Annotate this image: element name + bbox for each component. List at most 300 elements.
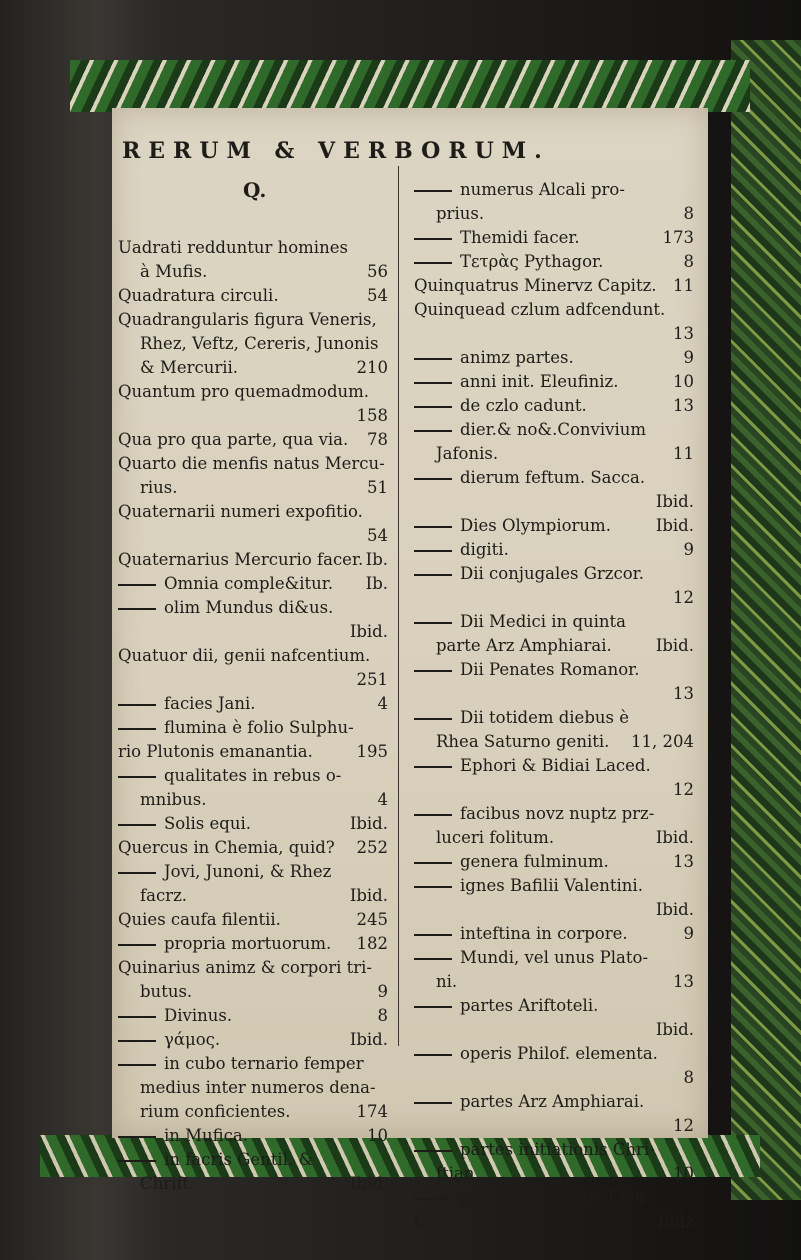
index-entry (118, 956, 388, 980)
entry-text (140, 1076, 376, 1100)
entry-label: dierum feftum. Sacca. (460, 468, 646, 487)
entry-label: Quadrangularis figura Veneris, (118, 310, 377, 329)
page-reference: 13 (673, 396, 694, 415)
entry-text (414, 226, 580, 250)
index-entry (118, 332, 388, 356)
page-reference: 12 (673, 780, 694, 799)
page-reference: Ibid. (349, 814, 388, 833)
entry-label: Quies caufa filentii. (118, 910, 281, 929)
index-entry (118, 1004, 388, 1028)
entry-text (436, 634, 612, 658)
page-reference: 8 (377, 1006, 388, 1025)
ditto-dash (414, 262, 452, 264)
page-reference: 10 (673, 1164, 694, 1183)
index-entry (414, 970, 694, 994)
entry-text (436, 826, 554, 850)
entry-text (414, 874, 643, 898)
page-reference: 182 (356, 934, 388, 953)
entry-label: rio Plutonis emanantia. (118, 742, 313, 761)
entry-text (118, 596, 333, 620)
section-letter: Q. (243, 178, 267, 202)
book-page (112, 108, 708, 1231)
entry-text (414, 538, 509, 562)
entry-text (414, 514, 611, 538)
index-entry (414, 682, 694, 706)
entry-label: γάμος. (164, 1030, 221, 1049)
entry-label: Dii conjugales Grzcor. (460, 564, 644, 583)
entry-text (118, 380, 369, 404)
ditto-dash (118, 608, 156, 610)
entry-label: partes Ariftoteli. (460, 996, 599, 1015)
index-entry (118, 908, 388, 932)
index-entry (414, 1114, 694, 1138)
page-reference: 9 (683, 924, 694, 943)
entry-label: rium conficientes. (140, 1102, 291, 1121)
page-reference: finiz (658, 1212, 694, 1231)
ditto-dash (414, 526, 452, 528)
index-entry (118, 716, 388, 740)
index-entry (118, 812, 388, 836)
entry-text (414, 562, 644, 586)
index-entry (118, 1076, 388, 1100)
ditto-dash (414, 478, 452, 480)
entry-label: dier.& no&.Convivium (460, 420, 647, 439)
entry-label: Τετρὰς Pythagor. (460, 252, 604, 271)
index-entry (118, 260, 388, 284)
page-reference: 252 (356, 838, 388, 857)
entry-label: Mundi, vel unus Plato- (460, 948, 649, 967)
index-entry (414, 202, 694, 226)
entry-text (140, 356, 238, 380)
entry-text (118, 284, 279, 308)
page-reference: Ibid. (655, 1020, 694, 1039)
entry-label: flumina è folio Sulphu- (164, 718, 354, 737)
entry-text (118, 836, 335, 860)
entry-text (414, 922, 628, 946)
index-entry (414, 1042, 694, 1066)
entry-text (414, 466, 645, 490)
index-entry (414, 802, 694, 826)
index-entry (414, 250, 694, 274)
entry-text (414, 946, 648, 970)
entry-text (414, 250, 603, 274)
entry-label: ni. (436, 972, 458, 991)
index-entry (414, 826, 694, 850)
index-entry (118, 428, 388, 452)
page-reference: 11, 204 (631, 732, 694, 751)
entry-label: ignes Bafilii Valentini. (460, 876, 643, 895)
entry-label: butus. (140, 982, 193, 1001)
index-entry (414, 610, 694, 634)
ditto-dash (414, 934, 452, 936)
entry-text (118, 812, 251, 836)
ditto-dash (414, 622, 452, 624)
entry-label: Quercus in Chemia, quid? (118, 838, 335, 857)
page-reference: 10 (673, 372, 694, 391)
marbled-cover-edge (731, 40, 801, 1200)
page-reference: Ibid. (655, 492, 694, 511)
entry-label: mnibus. (140, 790, 207, 809)
index-entry (118, 476, 388, 500)
index-entry (414, 490, 694, 514)
entry-text (140, 1100, 291, 1124)
entry-label: facibus novz nuptz prz- (460, 804, 655, 823)
index-entry (414, 1210, 694, 1234)
index-entry (414, 898, 694, 922)
ditto-dash (118, 944, 156, 946)
index-entry (118, 236, 388, 260)
entry-text (118, 1148, 313, 1172)
index-entry (118, 572, 388, 596)
entry-text (414, 394, 587, 418)
entry-text (414, 706, 629, 730)
ditto-dash (414, 550, 452, 552)
entry-label: Quinarius animz & corpori tri- (118, 958, 372, 977)
entry-label: digiti. (460, 540, 509, 559)
index-entry (118, 740, 388, 764)
ditto-dash (414, 718, 452, 720)
page-reference: 9 (377, 982, 388, 1001)
entry-text (436, 1162, 480, 1186)
ditto-dash (118, 872, 156, 874)
entry-text (118, 716, 354, 740)
page-reference: 12 (673, 588, 694, 607)
entry-label: animz partes. (460, 348, 574, 367)
entry-text (118, 1052, 364, 1076)
index-entry (118, 1124, 388, 1148)
entry-label: Quaternarius Mercurio facer. (118, 550, 364, 569)
index-entry (414, 442, 694, 466)
entry-label: Divinus. (164, 1006, 233, 1025)
entry-text (414, 370, 618, 394)
ditto-dash (414, 1150, 452, 1152)
index-entry (118, 1172, 388, 1196)
entry-label: operis Philof. elementa. (460, 1044, 658, 1063)
index-entry (118, 524, 388, 548)
left-column (118, 178, 388, 1196)
entry-text (118, 908, 281, 932)
index-entry (414, 1018, 694, 1042)
index-entry (118, 668, 388, 692)
entry-label: inteftina in corpore. (460, 924, 628, 943)
entry-label: Quantum pro quemadmodum. (118, 382, 370, 401)
index-entry (118, 788, 388, 812)
entry-label: in cubo ternario femper (164, 1054, 364, 1073)
entry-label: à Mufis. (140, 262, 208, 281)
index-entry (118, 404, 388, 428)
index-entry (118, 860, 388, 884)
entry-text (118, 500, 363, 524)
index-entry (118, 596, 388, 620)
ditto-dash (414, 238, 452, 240)
index-entry (118, 620, 388, 644)
entry-text (118, 764, 341, 788)
entry-text (414, 178, 625, 202)
ditto-dash (414, 574, 452, 576)
ditto-dash (118, 584, 156, 586)
entry-text (140, 980, 192, 1004)
page-reference: Ibid. (349, 1030, 388, 1049)
index-entry (414, 946, 694, 970)
index-entry (414, 322, 694, 346)
entry-label: anni init. Eleufiniz. (460, 372, 619, 391)
entry-label: Quinquatrus Minervz Capitz. (414, 276, 657, 295)
index-entry (118, 380, 388, 404)
entry-text (414, 1090, 644, 1114)
entry-label: Quarto die menfis natus Mercu- (118, 454, 385, 473)
entry-label: Ephori & Bidiai Laced. (460, 756, 651, 775)
entry-text (414, 1186, 645, 1210)
index-entry (414, 658, 694, 682)
index-entry (414, 850, 694, 874)
page-reference: 158 (356, 406, 388, 425)
ditto-dash (414, 766, 452, 768)
page-reference: 13 (673, 324, 694, 343)
page-reference: 195 (356, 742, 388, 761)
page-reference: 11 (673, 276, 694, 295)
index-entry (118, 356, 388, 380)
index-entry (414, 754, 694, 778)
ditto-dash (414, 406, 452, 408)
page-reference: 10 (367, 1126, 388, 1145)
entry-label: facies Jani. (164, 694, 256, 713)
entry-text (436, 730, 609, 754)
entry-text (414, 994, 598, 1018)
entry-text (118, 644, 370, 668)
entry-label: olim Mundus di&us. (164, 598, 334, 617)
entry-text (118, 956, 372, 980)
entry-text (414, 850, 609, 874)
entry-text (118, 572, 333, 596)
index-entry (118, 308, 388, 332)
entry-label: Themidi facer. (460, 228, 580, 247)
marbled-edge-top (70, 60, 750, 112)
ditto-dash (414, 670, 452, 672)
entry-text (414, 1042, 658, 1066)
index-entry (414, 226, 694, 250)
entry-label: Jovi, Junoni, & Rhez (164, 862, 332, 881)
entry-text (118, 932, 331, 956)
entry-label: in Mufica. (164, 1126, 248, 1145)
page-reference: 9 (683, 540, 694, 559)
page-reference: 4 (377, 694, 388, 713)
entry-label: propria mortuorum. (164, 934, 332, 953)
page-reference: Ibid. (349, 1174, 388, 1193)
page-reference: Ibid. (655, 900, 694, 919)
entry-text (118, 548, 363, 572)
entry-label: Rhea Saturno geniti. (436, 732, 610, 751)
entry-label: facrz. (140, 886, 188, 905)
page-reference: 11 (673, 444, 694, 463)
entry-label: prius. (436, 204, 485, 223)
entry-label: medius inter numeros dena- (140, 1078, 376, 1097)
index-entry (118, 884, 388, 908)
index-entry (414, 1186, 694, 1210)
entry-label: ftian. (436, 1164, 480, 1183)
page-reference: 56 (367, 262, 388, 281)
running-head: RERUM & VERBORUM. (122, 138, 550, 164)
index-entry (414, 1138, 694, 1162)
page-reference: 4 (377, 790, 388, 809)
entry-label: partes Arz Amphiarai. (460, 1092, 645, 1111)
entry-label: Qua pro qua parte, qua via. (118, 430, 349, 449)
entry-label: Quatuor dii, genii nafcentium. (118, 646, 371, 665)
page-reference: 78 (367, 430, 388, 449)
entry-text (414, 610, 626, 634)
entry-label: de czlo cadunt. (460, 396, 587, 415)
index-entry (414, 298, 694, 322)
index-entry (118, 1148, 388, 1172)
entry-label: Quadratura circuli. (118, 286, 279, 305)
entry-label: Jafonis. (436, 444, 499, 463)
ditto-dash (118, 1160, 156, 1162)
entry-label: rius. (140, 478, 178, 497)
page-reference: Ibid. (655, 828, 694, 847)
page-reference: 13 (673, 684, 694, 703)
entry-text (414, 1210, 436, 1234)
ditto-dash (414, 430, 452, 432)
entry-text (118, 308, 377, 332)
index-entry (414, 1066, 694, 1090)
entry-text (414, 274, 657, 298)
entry-label: Dies Olympiorum. (460, 516, 611, 535)
entry-text (414, 298, 665, 322)
page-reference: Ibid. (349, 886, 388, 905)
index-entry (414, 994, 694, 1018)
page-reference: 8 (683, 1068, 694, 1087)
index-entry (414, 706, 694, 730)
entry-text (118, 692, 256, 716)
entry-label: & Mercurii. (140, 358, 239, 377)
index-entry (414, 538, 694, 562)
ditto-dash (118, 1136, 156, 1138)
entry-text (118, 1004, 232, 1028)
section-heading (118, 178, 388, 236)
page-reference: Ib. (365, 550, 388, 569)
entry-label: Dii Penates Romanor. (460, 660, 640, 679)
index-entry (414, 466, 694, 490)
ditto-dash (414, 1006, 452, 1008)
entry-label: Omnia comple&itur. (164, 574, 334, 593)
column-rule (398, 166, 399, 1046)
page-reference: 8 (683, 204, 694, 223)
entry-label: Dii Medici in quinta (460, 612, 626, 631)
ditto-dash (414, 886, 452, 888)
entry-label: Chrift. (140, 1174, 195, 1193)
page-reference: 251 (356, 670, 388, 689)
ditto-dash (414, 814, 452, 816)
page-reference: Ibid. (655, 516, 694, 535)
ditto-dash (414, 1102, 452, 1104)
index-entry (414, 1162, 694, 1186)
index-entry (414, 370, 694, 394)
entry-text (140, 884, 187, 908)
page-reference: 173 (662, 228, 694, 247)
index-entry (414, 394, 694, 418)
page-reference: 51 (367, 478, 388, 497)
index-entry (118, 932, 388, 956)
entry-label: partes initiationis Chri- (460, 1140, 655, 1159)
entry-text (414, 754, 651, 778)
entry-text (414, 418, 646, 442)
entry-text (414, 658, 639, 682)
entry-text (436, 442, 498, 466)
ditto-dash (414, 1198, 452, 1200)
entry-text (414, 1138, 655, 1162)
entry-text (118, 740, 313, 764)
entry-text (118, 428, 348, 452)
entry-text (118, 1124, 248, 1148)
entry-text (118, 860, 331, 884)
entry-label: in facris Gentil. & (164, 1150, 314, 1169)
page-reference: Ibid. (349, 622, 388, 641)
right-column (414, 178, 694, 1234)
ditto-dash (414, 958, 452, 960)
entry-label: Cc (414, 1212, 436, 1231)
entry-label: numerus Alcali pro- (460, 180, 625, 199)
entry-label: Quinquead czlum adfcendunt. (414, 300, 666, 319)
ditto-dash (118, 1016, 156, 1018)
ditto-dash (118, 1064, 156, 1066)
index-entry (118, 284, 388, 308)
entry-label: Rhez, Veftz, Cereris, Junonis (140, 334, 379, 353)
index-entry (414, 274, 694, 298)
index-entry (118, 764, 388, 788)
entry-label: parte Arz Amphiarai. (436, 636, 612, 655)
entry-label: luceri folitum. (436, 828, 555, 847)
entry-text (140, 476, 178, 500)
index-entry (118, 644, 388, 668)
index-entry (414, 586, 694, 610)
page-reference: 9 (683, 348, 694, 367)
index-entry (414, 922, 694, 946)
entry-text (414, 346, 574, 370)
index-entry (414, 778, 694, 802)
index-entry (118, 1028, 388, 1052)
entry-text (436, 202, 484, 226)
entry-text (140, 1172, 194, 1196)
entry-label: partes initationis Eleu (460, 1188, 646, 1207)
index-entry (118, 452, 388, 476)
index-entry (414, 874, 694, 898)
index-entry (118, 692, 388, 716)
ditto-dash (414, 862, 452, 864)
entry-label: Uadrati redduntur homines (118, 238, 348, 257)
index-entry (118, 548, 388, 572)
page-reference: Ibid. (655, 636, 694, 655)
ditto-dash (414, 382, 452, 384)
page-reference: 54 (367, 526, 388, 545)
index-entry (414, 178, 694, 202)
entry-text (118, 452, 385, 476)
ditto-dash (118, 728, 156, 730)
entry-text (140, 788, 206, 812)
page-reference: Ib. (365, 574, 388, 593)
entry-text (118, 236, 348, 260)
ditto-dash (118, 824, 156, 826)
entry-label: Quaternarii numeri expofitio. (118, 502, 363, 521)
index-entry (414, 514, 694, 538)
page-reference: 8 (683, 252, 694, 271)
page-reference: 174 (356, 1102, 388, 1121)
index-entry (414, 562, 694, 586)
entry-label: qualitates in rebus o- (164, 766, 342, 785)
entry-label: Solis equi. (164, 814, 251, 833)
entry-label: Dii totidem diebus è (460, 708, 629, 727)
entry-text (436, 970, 457, 994)
page-reference: 54 (367, 286, 388, 305)
ditto-dash (414, 190, 452, 192)
